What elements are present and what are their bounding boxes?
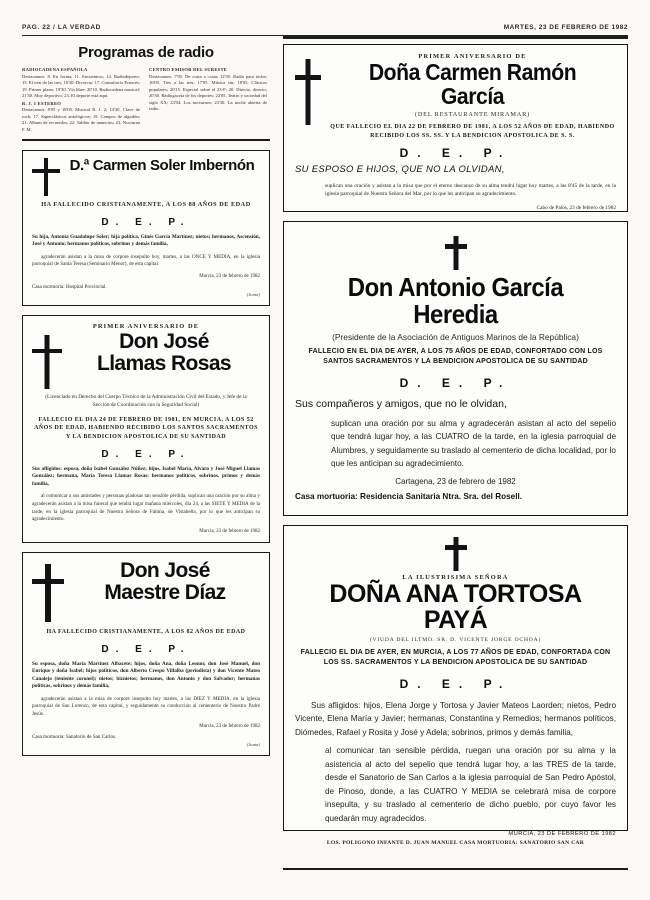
funeral-notice: al comunicar tan sensible pérdida, ruegan una oración por su alma y la asistencia al acto del sepelio que tendrá lugar hoy, a las TRES de la tarde, desde el Sanatorio de San Carlos a la iglesia parroquial de San Pedro Apóstol, de Pinoso, donde, a las CUATRO Y MEDIA se celebrará misa de corpore insepulta, y su traslado al cementerio de dicho pueblo, por cuyo favor les quedarán muy agradecidos.: [325, 746, 616, 823]
agency-credit: (Junta): [246, 741, 260, 747]
radio-section-title: Programas de radio: [78, 44, 214, 61]
cross-icon: [32, 564, 64, 622]
obituary-carmen-ramon-garcia: [283, 44, 628, 212]
radio-listing: Destacamos: 7'05. De costa a costa; 12'35. Radio para todos; 16'05. Tres a las tres; 17'05. Música sin; 18'05. Clásicos populares; 20'15. Especial sobre el 23-F; 20. Directo, directo; 20'30. Radiogaceta de los deportes; 22'05. Teatro y sociedad del siglo XX; 23'04. Los nocturnos; 23'30. La noche abierta de radio.: [149, 73, 267, 112]
affiliation-line: (DEL RESTAURANTE MIRAMAR): [414, 111, 531, 119]
left-column: [22, 40, 270, 765]
mortuary-info: Casa mortuoria: Sanatorio de San Carlos.: [32, 733, 117, 740]
honorific-label: LA ILUSTRISIMA SEÑORA: [402, 574, 509, 581]
funeral-notice: suplican una oración por su alma y agradecerán asistan al acto del sepelio que tendrá lugar hoy, a las CUATRO de la tarde, en la iglesia parroquial de Alumbres, y seguidamente su traslado al cementerio de dicha localidad, por lo que les anticipan su agradecimiento.: [331, 418, 616, 469]
funeral-notice: al comunicar a sus amistades y personas piadosas tan sensible pérdida, suplican una oración por su alma y agradecerán asistan a la misa funeral que tendrá lugar mañana miércoles, día 24, a las SIETE Y MEDIA de la tarde, en la iglesia parroquial de Nuestra Señora de Fátima, de Vistabella, por lo que les anticipan su agradecimiento.: [32, 493, 260, 523]
radio-listing: Destacamos: 8. En forma; 11. Encuentros; 14. Radiodeporte; 15. El tren de las tres; 16'30. Divorcio; 17. Consultorio Francés; 19. Primer plano; 19'30. Vía libre; 20'10. Radiocadena musical; 21'30. Muy deportivo; 23. El deporte está aquí.: [22, 73, 140, 99]
mourners-lead: Sus compañeros y amigos, que no le olvidan,: [295, 397, 507, 410]
affiliation-line: (VIUDA DEL ILTMO. SR. D. VICENTE JORGE OCHOA): [369, 636, 542, 643]
funeral-notice: agradecerán asistan a la misa de corpore insepulto hoy, martes, a las ONCE Y MEDIA, en la iglesia parroquial de Santa Teresa (Seminario Menor), de esta capital.: [32, 253, 260, 268]
dep-label: D. E. P.: [399, 146, 512, 161]
cross-icon: [445, 236, 467, 270]
deceased-name: D.ª Carmen Soler Imbernón: [69, 157, 255, 175]
deceased-name-line2: Llamas Rosas: [96, 351, 232, 375]
place-date: Cartagena, 23 de febrero de 1982: [395, 476, 516, 486]
death-statement: HA FALLECIDO CRISTIANAMENTE, A LOS 82 AÑOS DE EDAD: [46, 628, 246, 635]
radio-listing: Destacamos: 8'05 y 18'05. Musical R. J. 2; 14'30. Clave de rock; 17. Superclásicos antológicos; 19. Campos de algodón; 21. Album de recuerdos; 22. Tablón de anuncios; 23. Nocturna F. M.: [22, 107, 140, 132]
death-statement: QUE FALLECIO EL DIA 22 DE FEBRERO DE 1981, A LOS 52 AÑOS DE EDAD, HABIENDO RECIBIDO LOS SS. SS. Y LA BENDICION APOSTOLICA DE S. S.: [330, 124, 615, 140]
right-column-top-rule: [283, 36, 628, 39]
masthead: [22, 24, 628, 31]
place-date: Murcia, 23 de febrero de 1982: [199, 723, 260, 729]
dep-label: D. E. P.: [399, 375, 512, 390]
radio-programs: [22, 67, 270, 134]
radio-section-rule: [22, 139, 270, 141]
cross-icon: [32, 158, 60, 196]
death-statement: HA FALLECIDO CRISTIANAMENTE, A LOS 88 AÑOS DE EDAD: [41, 201, 251, 209]
radio-station-name: R. J. 1 ESTEREO: [22, 100, 62, 106]
death-statement: FALLECIO EL DIA 24 DE FEBRERO DE 1981, EN MURCIA, A LOS 52 AÑOS DE EDAD, HABIENDO RECIBIDO LOS SANTOS SACRAMENTOS Y LA BENDICION APOSTOLICA DE SU SANTIDAD: [34, 416, 258, 441]
dep-label: D. E. P.: [101, 643, 191, 655]
deceased-name: DOÑA ANA TORTOSA PAYÁ: [329, 580, 582, 635]
cross-icon: [32, 335, 62, 389]
masthead-date: MARTES, 23 DE FEBRERO DE 1982: [503, 24, 628, 31]
place-date: Cabo de Palos, 23 de febrero de 1982: [536, 204, 616, 211]
profession-line: (Licenciado en Derecho del Cuerpo Técnico de la Administración Civil del Estado, y Jefe de la Sección de Coordinación con la Seguridad Social): [45, 393, 247, 408]
mortuary-info: Casa mortuoria: Residencia Sanitaria Ntra. Sra. del Rosell.: [295, 491, 523, 501]
page-bottom-rule: [283, 868, 628, 870]
affiliation-line: (Presidente de la Asociación de Antiguos Marinos de la República): [332, 331, 579, 342]
obituary-jose-llamas-rosas: [22, 315, 270, 543]
place-date: MURCIA, 23 DE FEBRERO DE 1982: [508, 831, 616, 838]
mourners-lead: SU ESPOSO E HIJOS, QUE NO LA OLVIDAN,: [295, 164, 505, 176]
deceased-name: Don Antonio García Heredia: [347, 272, 564, 330]
obituary-ana-tortosa-paya: [283, 525, 628, 847]
anniversary-label: PRIMER ANIVERSARIO DE: [92, 322, 200, 330]
family-list: Su hija, Antonia Guadalupe Soler; hija política, Ginés García Martínez; nietos; hermanos, Ascensión, José y Antonio; hermanos políticos, sobrinos y demás familia,: [32, 233, 260, 248]
right-column: [283, 44, 628, 847]
deceased-name-line2: Maestre Díaz: [104, 580, 226, 604]
death-statement: FALLECIO EN EL DIA DE AYER, A LOS 75 AÑOS DE EDAD, CONFORTADO CON LOS SANTOS SACRAMENTOS Y LA BENDICION APOSTOLICA DE SU SANTIDAD: [308, 347, 603, 366]
deceased-name: Doña Carmen Ramón García: [368, 59, 577, 110]
masthead-left: PAG. 22 / LA VERDAD: [22, 24, 101, 31]
obituary-carmen-soler-imbernon: [22, 150, 270, 306]
dep-label: D. E. P.: [101, 216, 191, 228]
radio-station-name: RADIOCADENA ESPAÑOLA: [22, 67, 88, 72]
mortuary-info: Casa mortuoria: Hospital Provincial.: [32, 283, 107, 290]
obituary-antonio-garcia-heredia: [283, 221, 628, 516]
funeral-notice: agradecerán asistan a la misa de corpore insepulto hoy martes, a las DIEZ Y MEDIA, en la iglesia parroquial de San Lorenzo, de esta capital, y seguidamente su conducción al cementerio de Nuestro Padre Jesús.: [32, 695, 260, 718]
radio-column-2: [149, 67, 267, 134]
obituary-heading: [32, 158, 260, 196]
deceased-name-line1: Don José: [120, 558, 210, 582]
dep-label: D. E. P.: [399, 676, 512, 691]
dep-label: D. E. P.: [101, 448, 191, 460]
cross-icon: [295, 59, 321, 125]
radio-station-name: CENTRO EMISOR DEL SURESTE: [149, 67, 228, 72]
deceased-name-line1: Don José: [119, 329, 209, 353]
radio-column-1: [22, 67, 140, 134]
family-list: Su esposa, doña María Martínez Albacete; hijos, doña Ana, doña Leonor, don José Manuel, don Enrique y doña Isabel; hijos políticos, don Alberto Crespo Villalba (periodista) y don Vicente Mateo Canalejo (teniente coronel); nietos; biznietos; hermanos, don Antonio y don Salvador; hermanas políticas, sobrinos y demás familia,: [32, 660, 260, 690]
mortuary-info: LOS. POLIGONO INFANTE D. JUAN MANUEL CASA MORTUORIA: SANATORIO SAN CAR: [326, 840, 585, 847]
anniversary-label: PRIMER ANIVERSARIO DE: [418, 53, 527, 60]
funeral-notice: suplican una oración y asistan a la misa que por el eterno descanso de su alma tendrá lugar hoy martes, a las 8'45 de la tarde, en la iglesia parroquial de Nuestra Señora del Mar, por lo que les anticipan su agradecimiento.: [325, 183, 616, 198]
death-statement: FALLECIO EL DIA DE AYER, EN MURCIA, A LOS 77 AÑOS DE EDAD, CONFORTADA CON LOS SS. SACRAMENTOS Y LA BENDICION APOSTOLICA DE SU SANTIDAD: [300, 648, 611, 666]
agency-credit: (Junta): [246, 291, 260, 297]
obituary-jose-maestre-diaz: [22, 552, 270, 756]
place-date: Murcia, 23 de febrero de 1982: [199, 528, 260, 534]
family-list: Sus afligidos: esposa, doña Isabel González Núñez; hijos, Isabel María, Alvaro y José Miguel Llamas González; hermana, María Teresa Llamas Rosas; hermanos políticos, sobrinos, primos y demás familia,: [32, 465, 260, 487]
place-date: Murcia, 23 de febrero de 1982: [199, 273, 260, 279]
cross-icon: [445, 537, 467, 571]
family-list: Sus afligidos: hijos, Elena Jorge y Tortosa y Javier Mateos Laorden; nietos, Pedro Vicente, Elena María y Javier; hermanas, Constantina y Remedios; hermanos políticos, Diómedes, Rafael y Rosita y José y Adela; sobrinos, primos y demás familia,: [295, 700, 616, 737]
